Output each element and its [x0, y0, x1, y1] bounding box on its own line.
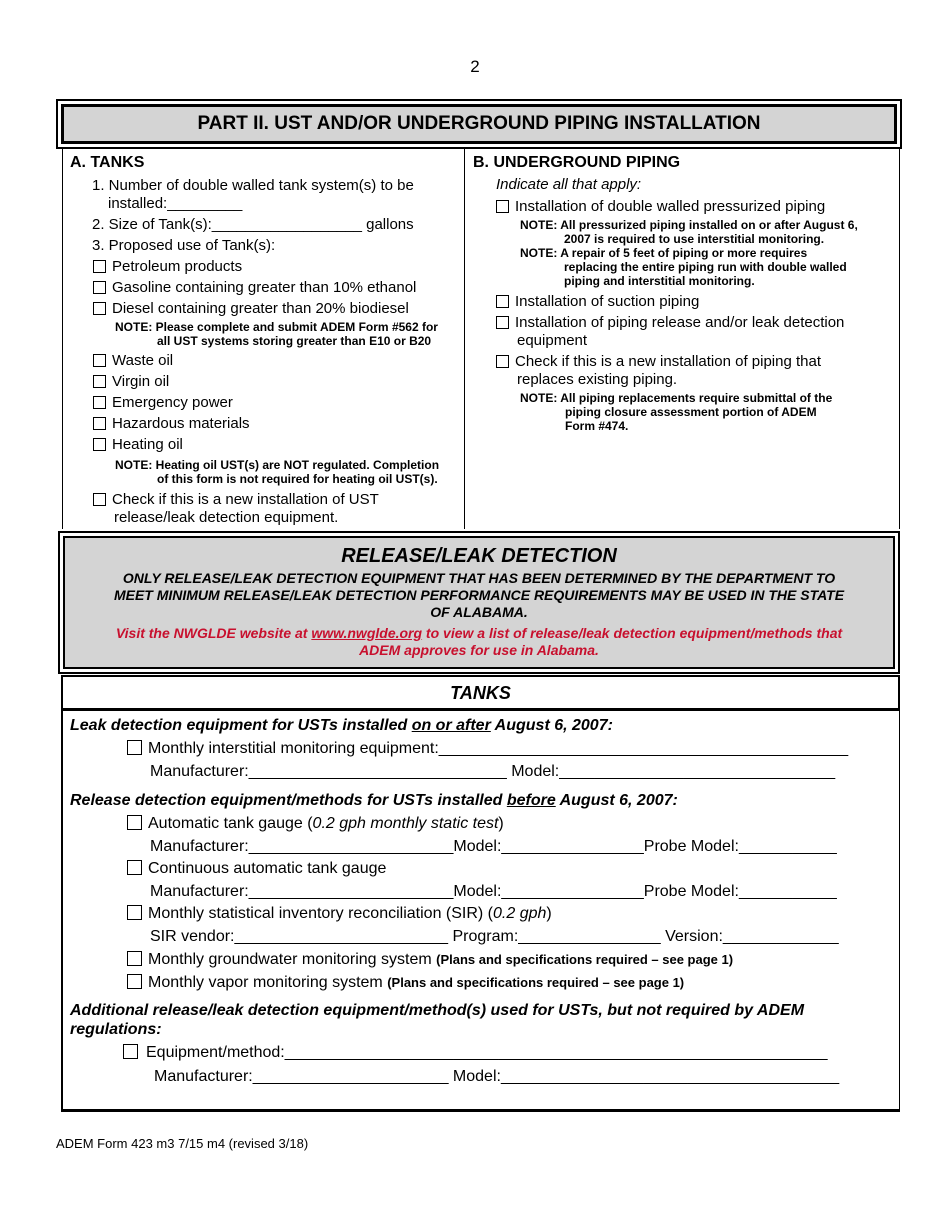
option-label: Monthly statistical inventory reconciliation (SIR) (	[148, 905, 494, 922]
option-label: Installation of double walled pressurized piping	[515, 198, 826, 215]
option-label-italic: 0.2 gph	[493, 905, 547, 922]
option-label: Emergency power	[112, 394, 233, 411]
note-heating-line1: NOTE: Heating oil UST(s) are NOT regulated. Completion	[115, 458, 440, 472]
checkbox[interactable]	[93, 260, 106, 273]
tanks-heading: A. TANKS	[70, 154, 145, 171]
tanks-q3: 3. Proposed use of Tank(s):	[92, 237, 276, 254]
piping-note2-line3: piping and interstitial monitoring.	[564, 274, 755, 288]
option-sir	[127, 905, 552, 923]
part-header	[56, 99, 902, 149]
piping-note3-line1: NOTE: All piping replacements require submittal of the	[520, 391, 833, 405]
option-double-walled-piping	[496, 198, 825, 216]
option-label-italic: 0.2 gph monthly static test	[312, 815, 499, 832]
link-line2: ADEM approves for use in Alabama.	[359, 642, 599, 658]
form-footer: ADEM Form 423 m3 7/15 m4 (revised 3/18)	[56, 1136, 309, 1151]
release-body-line3: OF ALABAMA	[430, 604, 524, 620]
note-form-562-line2: all UST systems storing greater than E10 or B20	[157, 334, 432, 348]
checkbox[interactable]	[496, 316, 509, 329]
tanks-q2: 2. Size of Tank(s):__________________ gallons	[92, 216, 414, 233]
checkbox[interactable]	[93, 354, 106, 367]
page-number: 2	[470, 57, 480, 76]
option-hazardous	[93, 415, 250, 433]
option-label: Equipment/method:_____________________________________________________________	[146, 1044, 828, 1061]
option-label: Check if this is a new installation of piping that	[515, 353, 821, 370]
piping-note3-line2: piping closure assessment portion of ADEM	[565, 405, 817, 419]
part-title: PART II. UST AND/OR UNDERGROUND PIPING INSTALLATION	[61, 104, 897, 144]
option-waste-oil	[93, 352, 173, 370]
option-virgin-oil	[93, 373, 169, 391]
piping-note1-line1: NOTE: All pressurized piping installed on or after August 6,	[520, 218, 858, 232]
heading-text: Leak detection equipment for USTs installed	[70, 717, 412, 734]
option-label: Monthly groundwater monitoring system	[148, 951, 437, 968]
tanks-q1-line2: installed:_________	[108, 195, 243, 212]
option-label: Monthly vapor monitoring system	[148, 974, 388, 991]
nwglde-link[interactable]: www.nwglde.org	[311, 625, 423, 641]
checkbox[interactable]	[127, 860, 142, 875]
piping-note3-line3: Form #474.	[565, 419, 629, 433]
heading-text: August 6, 2007:	[555, 792, 678, 809]
atg-manufacturer: Manufacturer:_______________________Model:________________Probe Model:___________	[150, 838, 837, 855]
release-body-line1: ONLY RELEASE/LEAK DETECTION EQUIPMENT THAT HAS BEEN DETERMINED BY THE DEPARTMENT TO	[122, 570, 836, 586]
option-label: Check if this is a new installation of UST	[112, 491, 379, 508]
checkbox[interactable]	[127, 905, 142, 920]
option-gasoline	[93, 279, 416, 297]
option-label: Waste oil	[112, 352, 174, 369]
option-piping-release	[496, 314, 844, 332]
option-label: )	[498, 815, 504, 832]
heading-text: Release detection equipment/methods for USTs installed	[70, 792, 507, 809]
release-leak-inner	[63, 536, 895, 669]
option-petroleum	[93, 258, 242, 276]
option-label: Diesel containing greater than 20% biodiesel	[112, 300, 409, 317]
heading-text: August 6, 2007:	[490, 717, 613, 734]
option-note: (Plans and specifications required – see page 1)	[436, 952, 734, 967]
option-piping-replacement-line2: replaces existing piping.	[517, 371, 678, 388]
checkbox[interactable]	[496, 295, 509, 308]
option-piping-replacement	[496, 353, 821, 371]
option-interstitial	[127, 740, 848, 758]
piping-note2-line1: NOTE: A repair of 5 feet of piping or more requires	[520, 246, 808, 260]
heading-before	[70, 792, 678, 810]
option-label: Gasoline containing greater than 10% ethanol	[112, 279, 417, 296]
piping-indicate: Indicate all that apply:	[496, 176, 642, 193]
checkbox[interactable]	[93, 417, 106, 430]
note-form-562-line1: NOTE: Please complete and submit ADEM Form #562 for	[115, 320, 438, 334]
column-divider	[464, 149, 465, 529]
note-heating-line2: of this form is not required for heating oil UST(s).	[157, 472, 438, 486]
option-label: Virgin oil	[112, 373, 170, 390]
piping-heading: B. UNDERGROUND PIPING	[473, 154, 681, 171]
option-heating-oil	[93, 436, 183, 454]
option-label: Heating oil	[112, 436, 183, 453]
piping-note2-line2: replacing the entire piping run with double walled	[564, 260, 847, 274]
nwglde-notice	[73, 625, 885, 659]
option-label: Hazardous materials	[112, 415, 250, 432]
option-equipment-method	[123, 1044, 828, 1062]
checkbox[interactable]	[93, 396, 106, 409]
option-suction-piping	[496, 293, 699, 311]
checkbox[interactable]	[93, 302, 106, 315]
checkbox[interactable]	[93, 493, 106, 506]
option-diesel	[93, 300, 409, 318]
checkbox[interactable]	[93, 438, 106, 451]
release-leak-box	[58, 531, 900, 674]
heading-additional-line1: Additional release/leak detection equipment/method(s) used for USTs, but not required by ADEM	[70, 1002, 805, 1019]
checkbox[interactable]	[93, 281, 106, 294]
equipment-manufacturer: Manufacturer:______________________ Model:______________________________________	[154, 1068, 840, 1085]
heading-on-or-after	[70, 717, 613, 735]
option-label: Installation of suction piping	[515, 293, 700, 310]
heading-additional-line2: regulations:	[70, 1021, 162, 1038]
checkbox[interactable]	[93, 375, 106, 388]
option-label: Installation of piping release and/or leak detection	[515, 314, 845, 331]
option-label: Continuous automatic tank gauge	[148, 860, 387, 877]
option-new-ust-detection-line2: release/leak detection equipment.	[114, 509, 339, 526]
option-label: Petroleum products	[112, 258, 243, 275]
option-new-ust-detection	[93, 491, 379, 509]
option-note: (Plans and specifications required – see page 1)	[387, 975, 685, 990]
checkbox[interactable]	[127, 815, 142, 830]
heading-underlined: on or after	[411, 717, 491, 734]
release-body-line2: MEET MINIMUM RELEASE/LEAK DETECTION PERFORMANCE REQUIREMENTS MAY BE USED IN THE STATE	[113, 587, 845, 603]
release-leak-body: ONLY RELEASE/LEAK DETECTION EQUIPMENT THAT HAS BEEN DETERMINED BY THE DEPARTMENT TO MEET MINIMUM RELEASE/LEAK DETECTION PERFORMANCE REQUIREMENTS MAY BE USED IN THE STATE OF ALABAMA.	[73, 570, 885, 621]
tanks-section-title: TANKS	[61, 675, 900, 711]
option-label: )	[546, 905, 552, 922]
option-label: Automatic tank gauge (	[148, 815, 313, 832]
catg-manufacturer: Manufacturer:_______________________Model:________________Probe Model:___________	[150, 883, 837, 900]
heading-underlined: before	[506, 792, 556, 809]
checkbox[interactable]	[127, 974, 142, 989]
checkbox[interactable]	[496, 200, 509, 213]
option-label: Monthly interstitial monitoring equipment:______________________________________________	[148, 740, 849, 757]
piping-note1-line2: 2007 is required to use interstitial monitoring.	[564, 232, 825, 246]
option-groundwater	[127, 951, 733, 969]
checkbox[interactable]	[127, 740, 142, 755]
interstitial-manufacturer: Manufacturer:_____________________________ Model:_______________________________	[150, 763, 836, 780]
checkbox[interactable]	[127, 951, 142, 966]
checkbox[interactable]	[123, 1044, 138, 1059]
tanks-q1-line1: 1. Number of double walled tank system(s) to be	[92, 177, 414, 194]
link-post: to view a list of release/leak detection equipment/methods that	[422, 625, 843, 641]
option-continuous-atg	[127, 860, 386, 878]
option-atg	[127, 815, 504, 833]
option-vapor	[127, 974, 684, 992]
link-pre: Visit the NWGLDE website at	[115, 625, 312, 641]
option-emergency-power	[93, 394, 233, 412]
release-leak-title: RELEASE/LEAK DETECTION	[341, 545, 617, 567]
sir-vendor: SIR vendor:________________________ Program:________________ Version:_____________	[150, 928, 839, 945]
option-piping-release-line2: equipment	[517, 332, 588, 349]
checkbox[interactable]	[496, 355, 509, 368]
